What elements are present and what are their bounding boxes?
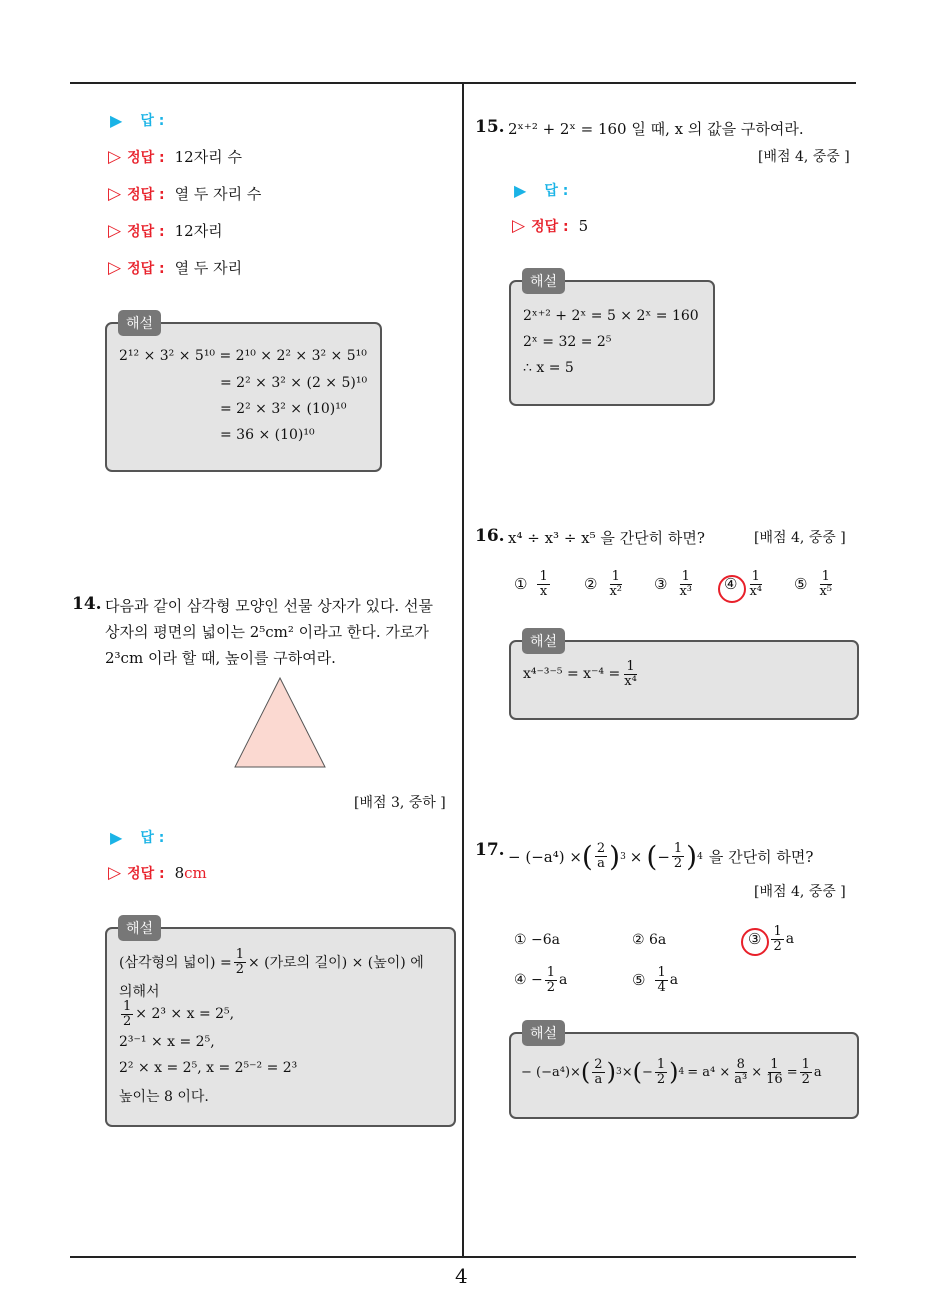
choice-3[interactable]: ③ $\frac{1}{2}$ a bbox=[748, 924, 795, 954]
selected-answer-mark bbox=[741, 928, 769, 956]
choice-5[interactable]: ⑤ $\frac{1}{4}$ a bbox=[632, 965, 679, 995]
solution-line: 2ˣ⁺² + 2ˣ = 5 × 2ˣ = 160 bbox=[523, 308, 699, 324]
fraction: $\frac{1}{\text{x²}}$ bbox=[609, 569, 622, 599]
triangle-right-icon: ▷ bbox=[108, 183, 122, 204]
solution-line: − (−a⁴)× ( $\frac{2}{a}$ ) 3 × ( − $\frac{1}{2}$ ) 4 = a⁴ × $\frac{8}{\text{a³}}$ × $\frac{1}{16}$ = $\frac{1}{2}$ a bbox=[521, 1057, 822, 1087]
score-label: [배점 4, 중중 ] bbox=[758, 149, 850, 165]
question-number: 16. bbox=[475, 526, 505, 546]
choice-5[interactable]: ⑤ $\frac{1}{\text{x⁵}}$ bbox=[794, 569, 832, 599]
bottom-rule bbox=[70, 1256, 856, 1258]
fraction: $\frac{1}{4}$ bbox=[657, 965, 666, 995]
solution-line: ∴ x = 5 bbox=[523, 360, 574, 376]
page-number: 4 bbox=[455, 1264, 468, 1288]
choice-4[interactable]: ④ $\frac{1}{\text{x⁴}}$ bbox=[724, 569, 762, 599]
solution-line: x⁴⁻³⁻⁵ = x⁻⁴ = $\frac{1}{\text{x⁴}}$ bbox=[523, 659, 637, 689]
fraction: $\frac{1}{\text{x³}}$ bbox=[679, 569, 692, 599]
correct-answer-13-1: ▷ 정답 : 12자리 수 bbox=[108, 146, 242, 167]
solution-line: 2³⁻¹ × x = 2⁵, bbox=[119, 1034, 215, 1050]
solution-tag: 해설 bbox=[118, 915, 161, 941]
correct-answer-13-4: ▷ 정답 : 열 두 자리 bbox=[108, 257, 243, 278]
solution-tag: 해설 bbox=[118, 310, 161, 336]
correct-answer-13-2: ▷ 정답 : 열 두 자리 수 bbox=[108, 183, 262, 204]
question-text: 다음과 같이 삼각형 모양인 선물 상자가 있다. 선물 bbox=[105, 597, 433, 615]
selected-answer-mark bbox=[718, 575, 746, 603]
correct-answer-13-3: ▷ 정답 : 12자리 bbox=[108, 220, 223, 241]
triangle-right-icon: ▷ bbox=[108, 220, 122, 241]
fraction: $\frac{1}{\text{x⁵}}$ bbox=[819, 569, 832, 599]
solution-line: (삼각형의 넓이) = $\frac{1}{2}$ × (가로의 길이) × (높이) 에 bbox=[119, 947, 424, 977]
fraction: $\frac{1}{2}$ bbox=[773, 924, 782, 954]
fraction: $\frac{1}{2}$ bbox=[546, 965, 556, 995]
fraction: $\frac{1}{x}$ bbox=[539, 569, 548, 599]
question-text: 2³cm 이라 할 때, 높이를 구하여라. bbox=[105, 649, 336, 667]
triangle-right-icon: ▷ bbox=[108, 257, 122, 278]
solution-line: = 36 × (10)¹⁰ bbox=[220, 427, 315, 443]
answer-blank-14: ▶ 답 : bbox=[110, 827, 165, 847]
choice-2[interactable]: ② $\frac{1}{\text{x²}}$ bbox=[584, 569, 622, 599]
score-label: [배점 4, 중중 ] bbox=[754, 884, 846, 900]
question-number: 14. bbox=[72, 594, 102, 614]
play-icon: ▶ bbox=[110, 110, 123, 130]
solution-tag: 해설 bbox=[522, 628, 565, 654]
solution-tag: 해설 bbox=[522, 268, 565, 294]
solution-line: = 2² × 3² × (10)¹⁰ bbox=[220, 401, 347, 417]
fraction: $\frac{1}{2}$ bbox=[123, 999, 132, 1029]
question-text: x⁴ ÷ x³ ÷ x⁵ 을 간단히 하면? bbox=[508, 529, 705, 547]
answer-blank-15: ▶ 답 : bbox=[514, 180, 569, 200]
score-label: [배점 3, 중하 ] bbox=[354, 795, 446, 811]
question-number: 15. bbox=[475, 117, 505, 137]
choice-2[interactable]: ② 6a bbox=[632, 932, 667, 948]
question-number: 17. bbox=[475, 840, 505, 860]
solution-line: 의해서 bbox=[119, 984, 160, 1000]
triangle-right-icon: ▷ bbox=[108, 146, 122, 167]
score-label: [배점 4, 중중 ] bbox=[754, 530, 846, 546]
triangle-right-icon: ▷ bbox=[108, 863, 122, 883]
solution-line: 2ˣ = 32 = 2⁵ bbox=[523, 334, 612, 350]
solution-line: 2² × x = 2⁵, x = 2⁵⁻² = 2³ bbox=[119, 1060, 298, 1076]
solution-box-13 bbox=[105, 322, 382, 472]
fraction: $\frac{1}{\text{x⁴}}$ bbox=[624, 659, 637, 689]
solution-tag: 해설 bbox=[522, 1020, 565, 1046]
choice-4[interactable]: ④ − $\frac{1}{2}$ a bbox=[514, 965, 568, 995]
solution-line: = 2² × 3² × (2 × 5)¹⁰ bbox=[220, 375, 368, 391]
triangle-figure bbox=[232, 676, 328, 770]
question-text: 2ˣ⁺² + 2ˣ = 160 일 때, x 의 값을 구하여라. bbox=[508, 120, 804, 138]
fraction: $\frac{1}{\text{x⁴}}$ bbox=[749, 569, 762, 599]
triangle-right-icon: ▷ bbox=[512, 216, 526, 236]
choice-3[interactable]: ③ $\frac{1}{\text{x³}}$ bbox=[654, 569, 692, 599]
correct-answer-14: ▷ 정답 : 8 cm bbox=[108, 863, 207, 883]
answer-blank-13: ▶ 답 : bbox=[110, 110, 165, 130]
fraction: $\frac{1}{2}$ bbox=[235, 947, 244, 977]
play-icon: ▶ bbox=[110, 827, 123, 847]
solution-line: 2¹² × 3² × 5¹⁰ = 2¹⁰ × 2² × 3² × 5¹⁰ bbox=[119, 348, 367, 364]
play-icon: ▶ bbox=[514, 180, 527, 200]
choice-1[interactable]: ① −6a bbox=[514, 932, 560, 948]
question-text: − (−a⁴) × ( $\frac{2}{a}$ ) 3 × ( − $\frac{1}{2}$ ) 4 을 간단히 하면? bbox=[508, 840, 814, 873]
column-divider bbox=[462, 82, 464, 1258]
choice-1[interactable]: ① $\frac{1}{x}$ bbox=[514, 569, 548, 599]
correct-answer-15: ▷ 정답 : 5 bbox=[512, 216, 589, 236]
solution-line: $\frac{1}{2}$ × 2³ × x = 2⁵, bbox=[123, 999, 235, 1029]
question-text: 상자의 평면의 넓이는 2⁵cm² 이라고 한다. 가로가 bbox=[105, 623, 429, 641]
solution-line: 높이는 8 이다. bbox=[119, 1089, 209, 1105]
